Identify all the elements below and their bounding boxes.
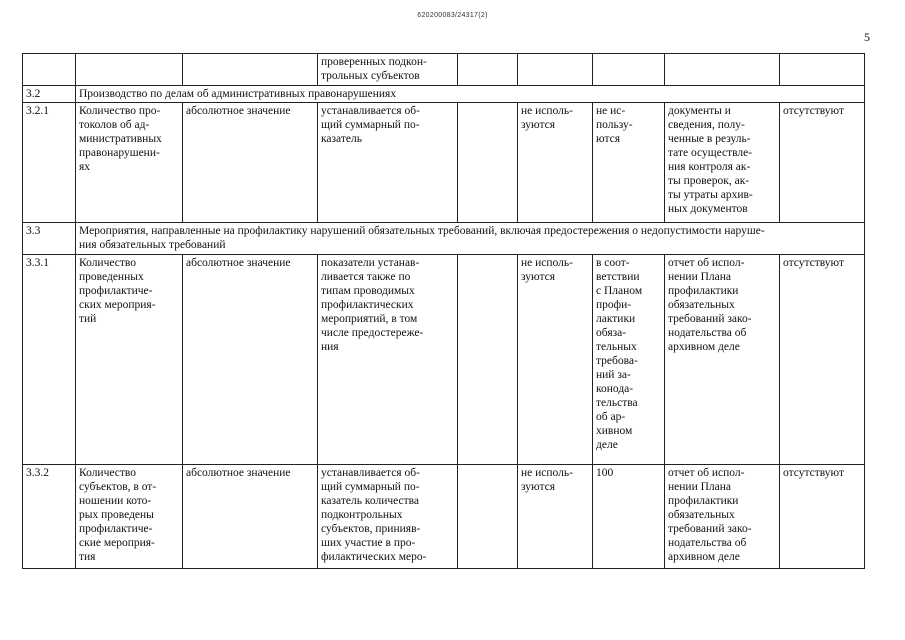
text-line: нении Плана xyxy=(668,271,732,283)
text-line: не ис- xyxy=(596,105,626,117)
text-line: ветствии xyxy=(596,271,640,283)
text-line: ские мероприя- xyxy=(79,537,155,549)
text-line: обязательных xyxy=(668,509,735,521)
text-line: ношении кото- xyxy=(79,495,152,507)
row-number: 3.3.1 xyxy=(23,255,76,465)
text-line: трольных субъектов xyxy=(321,70,420,82)
text-line: нении Плана xyxy=(668,481,732,493)
text-line: зуются xyxy=(521,119,556,131)
table-row-section-3-3 xyxy=(23,223,865,255)
indicator-type: абсолютное значение xyxy=(183,465,318,569)
text-line: числе предостереже- xyxy=(321,327,424,339)
text-line: требова- xyxy=(596,355,638,367)
text-line: ных документов xyxy=(668,203,748,215)
text-line: обяза- xyxy=(596,327,627,339)
indicator-source xyxy=(665,103,780,223)
text-line: нодательства об xyxy=(668,537,747,549)
text-line: ний за- xyxy=(596,369,631,381)
text-line: щий суммарный по- xyxy=(321,119,420,131)
indicator-name xyxy=(76,103,183,223)
text-line: профилактиче- xyxy=(79,523,153,535)
text-line: не исполь- xyxy=(521,257,573,269)
cell-type xyxy=(183,54,318,86)
text-line: в соот- xyxy=(596,257,630,269)
indicator-source xyxy=(665,465,780,569)
text-line: ты проверок, ак- xyxy=(668,175,750,187)
table-row-3-3-2 xyxy=(23,465,865,569)
text-line: архивном деле xyxy=(668,341,740,353)
text-line: показатели устанав- xyxy=(321,257,420,269)
section-title xyxy=(76,223,865,255)
text-line: подконтрольных xyxy=(321,509,403,521)
cell-col7: 100 xyxy=(593,465,665,569)
text-line: ливается также по xyxy=(321,271,411,283)
text-line: профи- xyxy=(596,299,632,311)
text-line: ты утраты архив- xyxy=(668,189,753,201)
text-line: правонарушени- xyxy=(79,147,160,159)
text-line: щий суммарный по- xyxy=(321,481,420,493)
cell-method xyxy=(318,54,458,86)
cell-col5 xyxy=(458,103,518,223)
text-line: казатель xyxy=(321,133,362,145)
text-line: субъектов, в от- xyxy=(79,481,157,493)
indicator-method xyxy=(318,255,458,465)
text-line: пользу- xyxy=(596,119,633,131)
text-line: с Планом xyxy=(596,285,643,297)
text-line: тате осуществле- xyxy=(668,147,753,159)
text-line: казатель количества xyxy=(321,495,420,507)
text-line: профилактических xyxy=(321,299,414,311)
text-line: тия xyxy=(79,551,96,563)
text-line: конода- xyxy=(596,383,634,395)
page-number: 5 xyxy=(864,30,870,44)
text-line: хивном xyxy=(596,425,633,437)
text-line: ются xyxy=(596,133,620,145)
text-line: министративных xyxy=(79,133,162,145)
text-line: ских мероприя- xyxy=(79,299,156,311)
text-line: филактических меро- xyxy=(321,551,427,563)
indicator-status: отсутствуют xyxy=(780,465,865,569)
text-line: Количество xyxy=(79,257,136,269)
text-line: деле xyxy=(596,439,618,451)
cell-col6 xyxy=(518,103,593,223)
text-line: отчет об испол- xyxy=(668,257,745,269)
indicator-type: абсолютное значение xyxy=(183,103,318,223)
text-line: Количество про- xyxy=(79,105,161,117)
indicators-table xyxy=(22,53,865,569)
cell-col7 xyxy=(593,255,665,465)
text-line: документы и xyxy=(668,105,731,117)
table-row-section-3-2 xyxy=(23,86,865,103)
document-registration-number: 620200083/24317(2) xyxy=(417,12,488,19)
cell-col5 xyxy=(458,54,518,86)
cell-col6 xyxy=(518,465,593,569)
text-line: субъектов, принияв- xyxy=(321,523,421,535)
text-line: нодательства об xyxy=(668,327,747,339)
text-line: лактики xyxy=(596,313,636,325)
text-line: Мероприятия, направленные на профилактику нарушений обязательных требований, включая предостережения о недопустимости наруше- xyxy=(79,225,765,237)
cell-source xyxy=(665,54,780,86)
indicator-source xyxy=(665,255,780,465)
text-line: мероприятий, в том xyxy=(321,313,418,325)
cell-status xyxy=(780,54,865,86)
text-line: проведенных xyxy=(79,271,144,283)
section-number: 3.2 xyxy=(23,86,76,103)
text-line: об ар- xyxy=(596,411,626,423)
text-line: профилактики xyxy=(668,285,739,297)
text-line: тельных xyxy=(596,341,637,353)
row-number: 3.3.2 xyxy=(23,465,76,569)
indicator-status: отсутствуют xyxy=(780,255,865,465)
table-row-3-2-1 xyxy=(23,103,865,223)
text-line: требований зако- xyxy=(668,313,752,325)
row-number: 3.2.1 xyxy=(23,103,76,223)
section-title: Производство по делам об административных правонарушениях xyxy=(76,86,865,103)
text-line: отчет об испол- xyxy=(668,467,745,479)
text-line: Количество xyxy=(79,467,136,479)
text-line: проверенных подкон- xyxy=(321,56,427,68)
text-line: устанавливается об- xyxy=(321,105,420,117)
text-line: сведения, полу- xyxy=(668,119,745,131)
indicator-type: абсолютное значение xyxy=(183,255,318,465)
cell-col5 xyxy=(458,465,518,569)
text-line: ния xyxy=(321,341,339,353)
cell-col5 xyxy=(458,255,518,465)
text-line: тельства xyxy=(596,397,638,409)
text-line: тий xyxy=(79,313,97,325)
text-line: обязательных xyxy=(668,299,735,311)
text-line: требований зако- xyxy=(668,523,752,535)
cell-col6 xyxy=(518,54,593,86)
indicator-status: отсутствуют xyxy=(780,103,865,223)
indicator-name xyxy=(76,465,183,569)
text-line: профилактиче- xyxy=(79,285,153,297)
cell-col7 xyxy=(593,103,665,223)
text-line: зуются xyxy=(521,481,556,493)
text-line: ях xyxy=(79,161,91,173)
table-row-3-3-1 xyxy=(23,255,865,465)
text-line: зуются xyxy=(521,271,556,283)
text-line: ния обязательных требований xyxy=(79,239,226,251)
text-line: не исполь- xyxy=(521,105,573,117)
cell-col6 xyxy=(518,255,593,465)
indicator-method xyxy=(318,465,458,569)
table-row-continuation xyxy=(23,54,865,86)
text-line: типам проводимых xyxy=(321,285,415,297)
indicator-method xyxy=(318,103,458,223)
cell-name xyxy=(76,54,183,86)
section-number: 3.3 xyxy=(23,223,76,255)
text-line: ния контроля ак- xyxy=(668,161,751,173)
text-line: профилактики xyxy=(668,495,739,507)
cell-num xyxy=(23,54,76,86)
text-line: ченные в резуль- xyxy=(668,133,751,145)
text-line: токолов об ад- xyxy=(79,119,150,131)
text-line: устанавливается об- xyxy=(321,467,420,479)
indicator-name xyxy=(76,255,183,465)
cell-col7 xyxy=(593,54,665,86)
text-line: архивном деле xyxy=(668,551,740,563)
text-line: не исполь- xyxy=(521,467,573,479)
text-line: ших участие в про- xyxy=(321,537,416,549)
text-line: рых проведены xyxy=(79,509,154,521)
